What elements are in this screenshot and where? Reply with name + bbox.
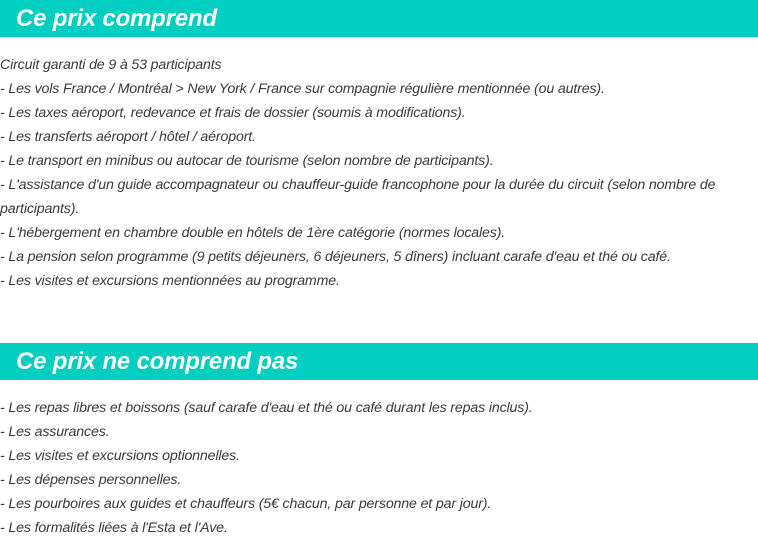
list-item: - Les formalités liées à l'Esta et l'Ave. [0,520,228,536]
list-item: - Les visites et excursions mentionnées au programme. [0,273,340,289]
list-item: - Les pourboires aux guides et chauffeurs (5€ chacun, par personne et par jour). [0,496,492,512]
list-item: - L'assistance d'un guide accompagnateur ou chauffeur-guide francophone pour la durée du circuit (selon nombre de participants). [0,177,716,217]
list-item: - Les visites et excursions optionnelles. [0,448,240,464]
excludes-section-title: Ce prix ne comprend pas [0,343,758,380]
includes-list [0,53,752,293]
list-item: - Les dépenses personnelles. [0,472,182,488]
list-item: - Les taxes aéroport, redevance et frais de dossier (soumis à modifications). [0,105,466,121]
list-item: - Les assurances. [0,424,110,440]
list-item: - Les vols France / Montréal > New York / France sur compagnie régulière mentionnée (ou autres). [0,81,605,97]
list-item: - L'hébergement en chambre double en hôtels de 1ère catégorie (normes locales). [0,225,506,241]
list-item: - La pension selon programme (9 petits déjeuners, 6 déjeuners, 5 dîners) incluant carafe d'eau et thé ou café. [0,249,671,265]
includes-section-title: Ce prix comprend [0,0,758,37]
list-item: Circuit garanti de 9 à 53 participants [0,57,222,73]
list-item: - Les repas libres et boissons (sauf carafe d'eau et thé ou café durant les repas inclus). [0,400,533,416]
excludes-list [0,396,752,540]
list-item: - Le transport en minibus ou autocar de tourisme (selon nombre de participants). [0,153,494,169]
list-item: - Les transferts aéroport / hôtel / aéroport. [0,129,256,145]
